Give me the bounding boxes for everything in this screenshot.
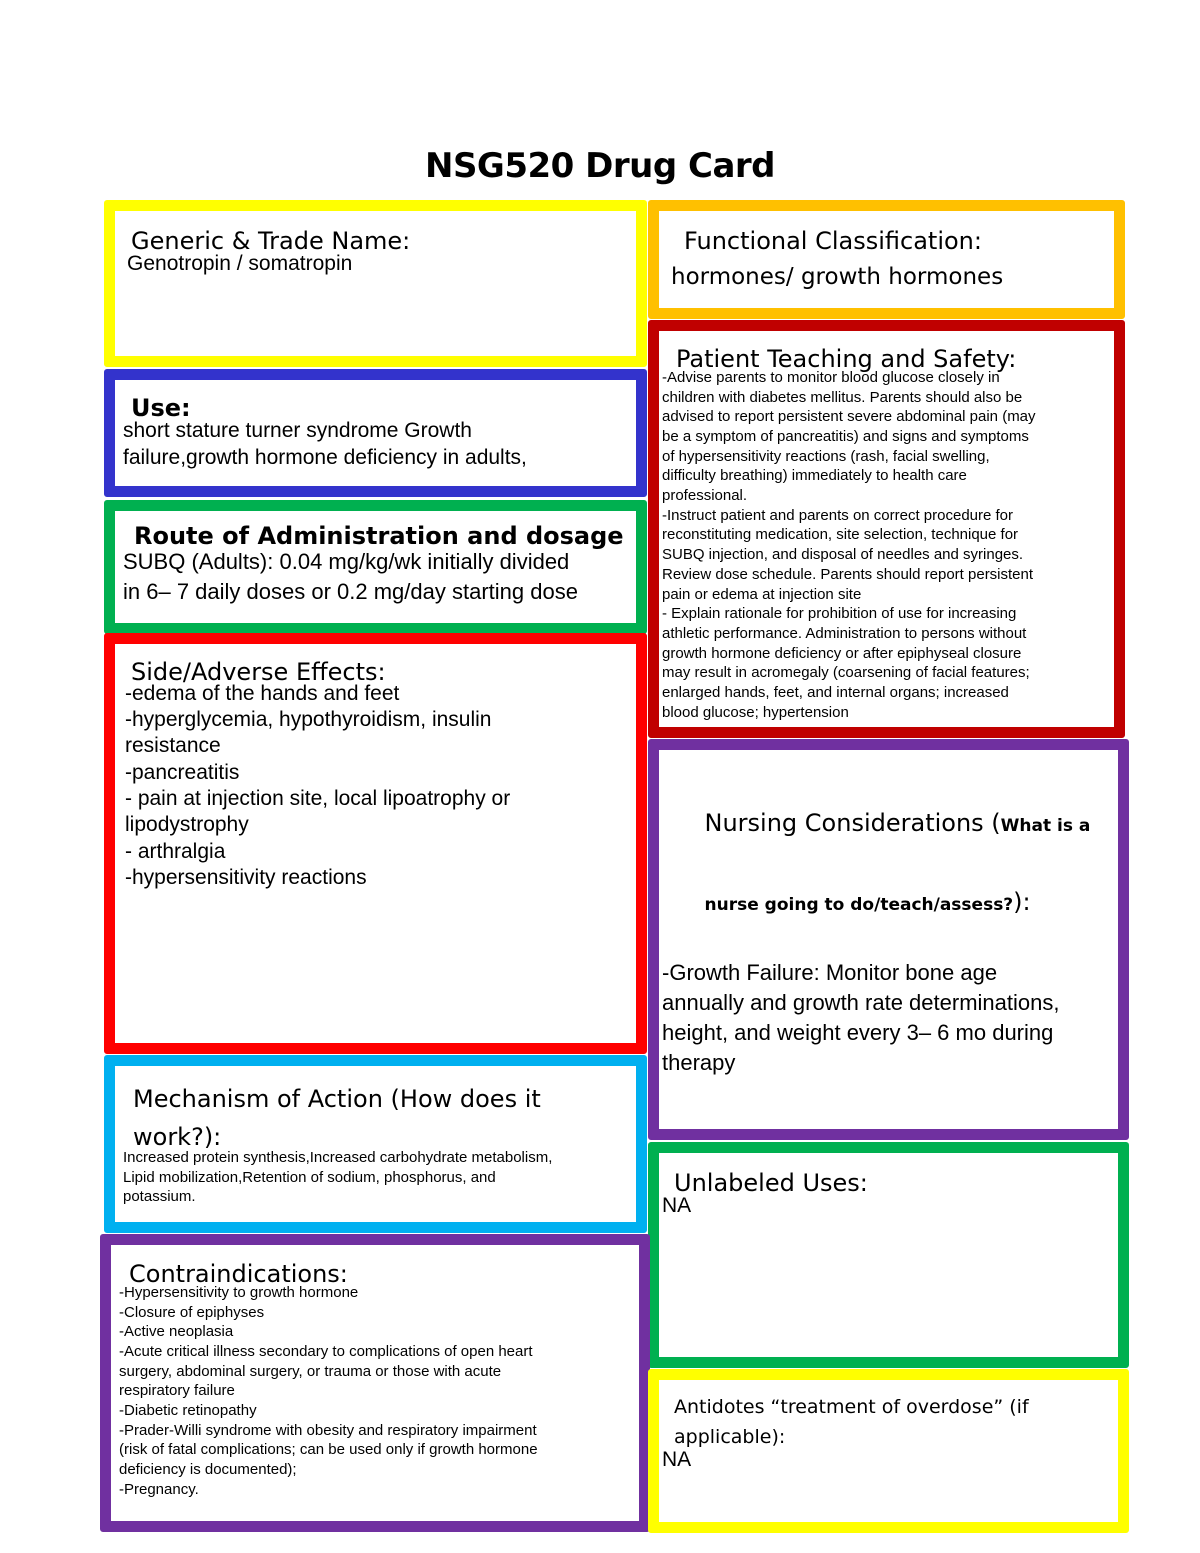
- unlabeled-heading: Unlabeled Uses:: [674, 1169, 868, 1197]
- generic-trade-heading: Generic & Trade Name:: [131, 227, 411, 255]
- nursing-heading-bold-1: What is a: [1000, 816, 1091, 836]
- unlabeled-uses-box: [648, 1142, 1129, 1368]
- route-box: [104, 500, 647, 634]
- contraindications-heading: Contraindications:: [129, 1260, 348, 1288]
- functional-classification-text: hormones/ growth hormones: [671, 263, 1004, 290]
- mechanism-box: [104, 1055, 647, 1233]
- route-text: SUBQ (Adults): 0.04 mg/kg/wk initially divided in 6– 7 daily doses or 0.2 mg/day starting dose: [123, 548, 578, 604]
- mechanism-text: Increased protein synthesis,Increased carbohydrate metabolism, Lipid mobilization,Retention of sodium, phosphorus, and potassium.: [123, 1149, 553, 1206]
- side-effects-box: [104, 633, 647, 1054]
- patient-teaching-box: [648, 320, 1125, 738]
- generic-trade-box: [104, 200, 647, 367]
- nursing-heading: [674, 766, 1118, 962]
- generic-trade-text: Genotropin / somatropin: [127, 251, 353, 275]
- functional-classification-heading: Functional Classification:: [684, 227, 982, 255]
- antidotes-text: NA: [662, 1448, 692, 1471]
- unlabeled-text: NA: [662, 1193, 692, 1217]
- nursing-heading-bold-2: nurse going to do/teach/assess?: [704, 895, 1014, 915]
- use-text: short stature turner syndrome Growth failure,growth hormone deficiency in adults,: [123, 418, 527, 469]
- use-heading: Use:: [131, 394, 191, 422]
- patient-teaching-text: -Advise parents to monitor blood glucose closely in children with diabetes mellitus. Parents should also be advised to report persistent severe abdominal pain (may be a symptom of pancreatitis) and signs and symptoms of hypersensitivity reactions (rash, facial swelling, difficulty breathing) immediately to health care professional. -Instruct patient and parents on correct procedure for reconstituting medication, site selection, technique for SUBQ injection, and disposal of needles and syringes. Review dose schedule. Parents should report persistent pain or edema at injection site - Explain rationale for prohibition of use for increasing athletic performance. Administration to persons without growth hormone deficiency or after epiphyseal closure may result in acromegaly (coarsening of facial features; enlarged hands, feet, and internal organs; increased blood glucose; hypertension: [662, 368, 1036, 721]
- mechanism-heading: Mechanism of Action (How does it work?):: [133, 1085, 541, 1151]
- use-box: [104, 369, 647, 497]
- contraindications-box: [100, 1234, 650, 1532]
- nursing-heading-end: ):: [1013, 888, 1031, 916]
- patient-teaching-heading: Patient Teaching and Safety:: [676, 345, 1017, 373]
- antidotes-box: [648, 1369, 1129, 1533]
- antidotes-heading: Antidotes “treatment of overdose” (if applicable):: [674, 1396, 1029, 1448]
- contraindications-text: -Hypersensitivity to growth hormone -Closure of epiphyses -Active neoplasia -Acute critical illness secondary to complications of open heart surgery, abdominal surgery, or trauma or those with acute respiratory failure -Diabetic retinopathy -Prader-Willi syndrome with obesity and respiratory impairment (risk of fatal complications; can be used only if growth hormone deficiency is documented); -Pregnancy.: [119, 1283, 538, 1498]
- page-title: NSG520 Drug Card: [424, 146, 776, 186]
- nursing-heading-main: Nursing Considerations (: [704, 809, 1001, 837]
- functional-classification-box: [648, 200, 1125, 319]
- side-effects-heading: Side/Adverse Effects:: [131, 658, 386, 686]
- nursing-text: -Growth Failure: Monitor bone age annually and growth rate determinations, height, and weight every 3– 6 mo during therapy: [662, 960, 1060, 1075]
- side-effects-text: -edema of the hands and feet -hyperglycemia, hypothyroidism, insulin resistance -pancreatitis - pain at injection site, local lipoatrophy or lipodystrophy - arthralgia -hypersensitivity reactions: [125, 681, 511, 889]
- route-heading: Route of Administration and dosage: [134, 522, 624, 550]
- nursing-considerations-box: [648, 739, 1129, 1140]
